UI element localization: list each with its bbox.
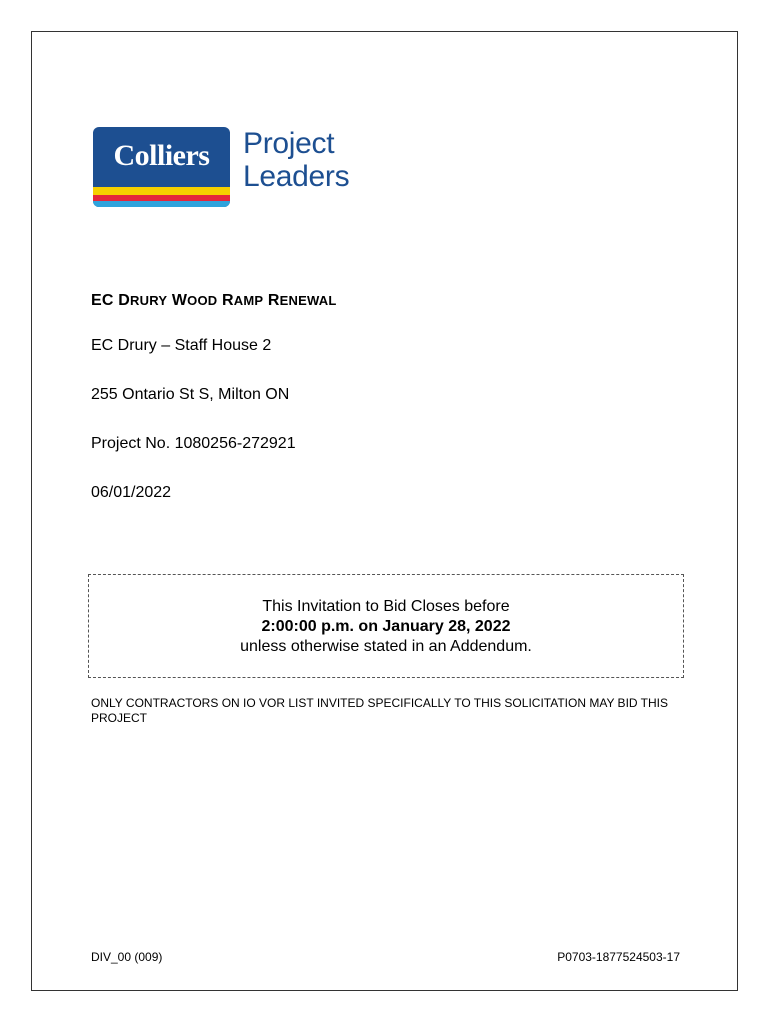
colliers-logo-badge — [93, 127, 230, 207]
title-part: OOD — [187, 293, 218, 308]
footer-document-id: P0703-1877524503-17 — [557, 950, 680, 964]
site-name: EC Drury – Staff House 2 — [91, 337, 272, 354]
title-part: R — [217, 292, 234, 309]
title-part: R — [263, 292, 280, 309]
project-number: Project No. 1080256-272921 — [91, 435, 296, 452]
document-page — [31, 31, 738, 991]
colliers-project-leaders-logo — [93, 127, 363, 209]
footer-division: DIV_00 (009) — [91, 950, 163, 964]
project-title — [91, 292, 336, 310]
title-part: AMP — [233, 293, 264, 308]
logo-blue-stripe — [93, 201, 230, 207]
logo-yellow-stripe — [93, 187, 230, 195]
title-part: RURY — [130, 293, 168, 308]
site-address: 255 Ontario St S, Milton ON — [91, 386, 290, 403]
logo-brand-text: Colliers — [113, 139, 210, 172]
bid-closing-line3: unless otherwise stated in an Addendum. — [240, 638, 532, 655]
logo-tagline-line2: Leaders — [243, 160, 350, 193]
title-part: EC D — [91, 292, 131, 309]
eligibility-notice: ONLY CONTRACTORS ON IO VOR LIST INVITED SPECIFICALLY TO THIS SOLICITATION MAY BID THIS PROJECT — [91, 696, 669, 725]
document-date: 06/01/2022 — [91, 484, 172, 501]
title-part: W — [167, 292, 188, 309]
bid-closing-box — [88, 574, 684, 678]
title-part: ENEWAL — [279, 293, 337, 308]
logo-tagline — [243, 127, 349, 193]
bid-closing-deadline: 2:00:00 p.m. on January 28, 2022 — [261, 618, 511, 635]
bid-closing-line1: This Invitation to Bid Closes before — [262, 598, 510, 615]
logo-tagline-line1: Project — [243, 127, 335, 160]
